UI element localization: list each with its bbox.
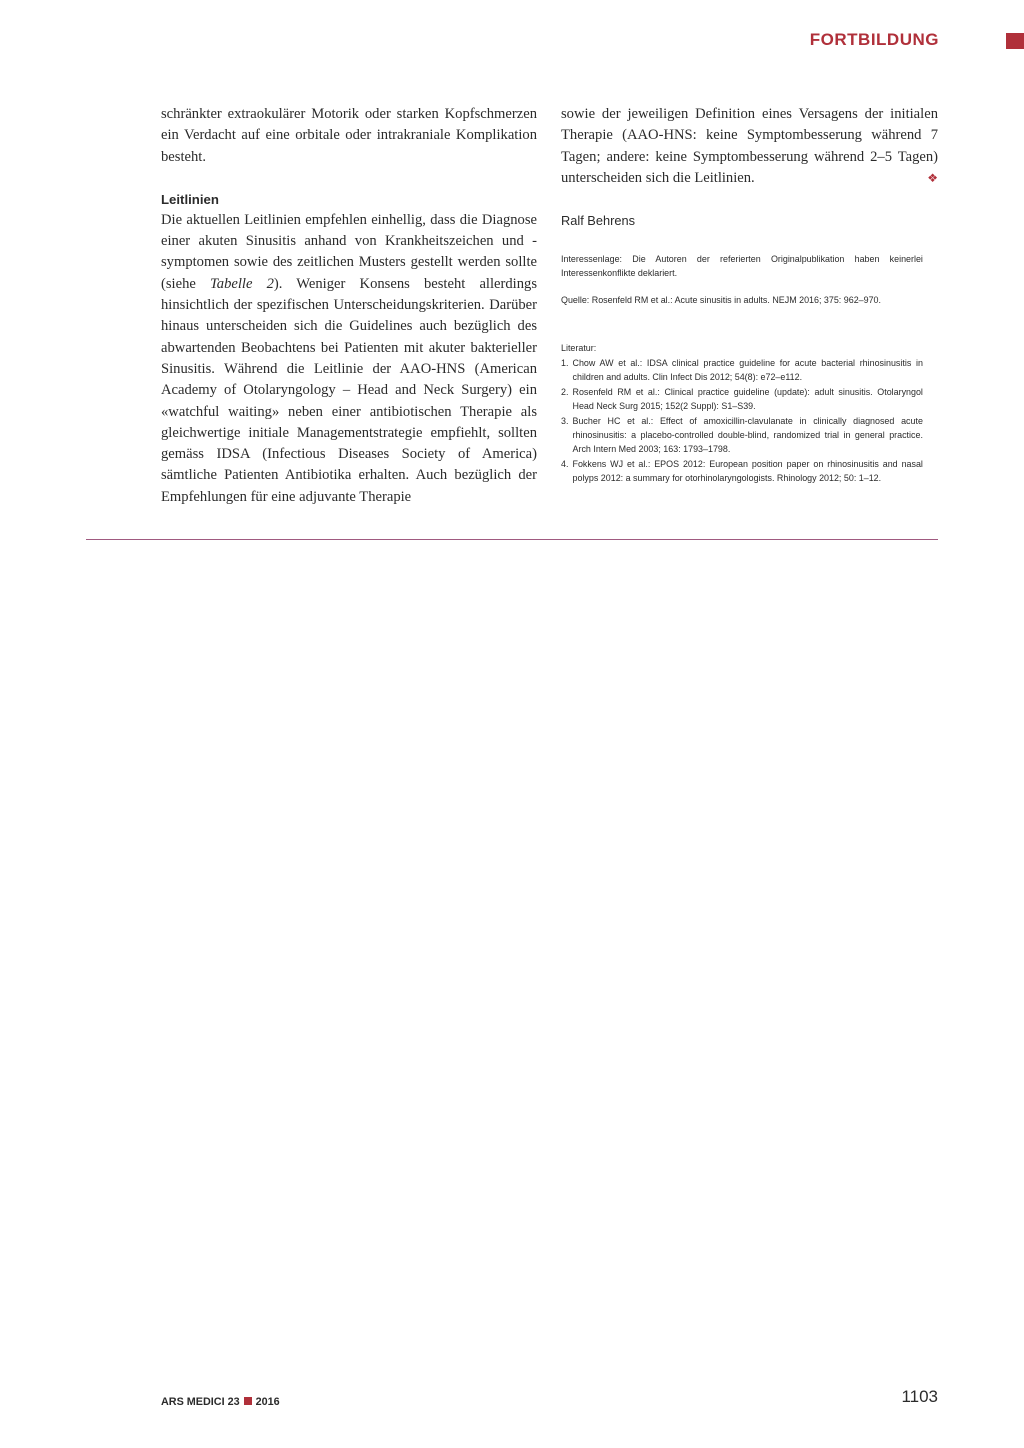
subheading: Leitlinien [161, 191, 219, 207]
reference-number: 2. [561, 386, 569, 397]
reference-text: Rosenfeld RM et al.: Clinical practice guideline (update): adult sinusitis. Otolaryngol Head Neck Surg 2015; 152(2 Suppl): S1–S39. [572, 386, 923, 412]
reference-item [561, 356, 923, 385]
reference-number: 1. [561, 358, 569, 368]
section-marker [1006, 33, 1024, 49]
paragraph-text: ). Weniger Konsens besteht allerdings hinsichtlich der spezifischen Unterscheidungskriterien. Darüber hinaus unterscheiden sich die Guidelines auch bezüglich des abwartenden Beobachtens bei Patienten mit akuter bakterieller Sinusitis. Während die Leitlinie der AAO-HNS (American Academy of Otolaryngology – Head and Neck Surgery) ein «watchful waiting» neben einer antibiotischen Therapie als gleichwertige initiale Managementstrategie empfiehlt, sollten gemäss IDSA (Infectious Diseases Society of America) sämtliche Patienten Antibiotika erhalten. Auch bezüglich der Empfehlungen für eine adjuvante Therapie [161, 275, 537, 505]
body-paragraph: schränkter extraokulärer Motorik oder starken Kopfschmerzen ein Verdacht auf eine orbitale oder intrakraniale Komplikation besteht. [161, 106, 537, 165]
reference-text: Bucher HC et al.: Effect of amoxicillin-clavulanate in clinically diagnosed acute rhinosinusitis: a placebo-controlled double-blind, randomized trial in general practice. Arch Intern Med 2003; 163: 1793–1798. [572, 415, 923, 455]
paragraph-text: sowie der jeweiligen Definition eines Versagens der initialen Therapie (AAO-HNS: keine Symptombesserung während 7 Tagen; andere: keine Symptombesserung während 2–5 Tagen) unterscheiden sich die Leitlinien. [561, 106, 938, 186]
journal-footer [161, 1396, 280, 1408]
body-paragraph [161, 210, 537, 508]
author-name: Ralf Behrens [561, 213, 635, 228]
section-divider [86, 539, 938, 540]
right-column [561, 104, 938, 189]
reference-item [561, 457, 923, 486]
reference-text: Fokkens WJ et al.: EPOS 2012: European position paper on rhinosinusitis and nasal polyps 2012: a summary for otorhinolaryngologists. Rhinology 2012; 50: 1–12. [572, 458, 923, 484]
table-reference: Tabelle 2 [210, 275, 274, 292]
reference-item [561, 385, 923, 414]
body-paragraph [561, 104, 938, 189]
section-title: FORTBILDUNG [809, 30, 939, 49]
left-column [161, 104, 537, 508]
source-note: Quelle: Rosenfeld RM et al.: Acute sinusitis in adults. NEJM 2016; 375: 962–970. [561, 295, 881, 305]
reference-item [561, 414, 923, 457]
interests-note: Interessenlage: Die Autoren der referierten Originalpublikation haben keinerlei Interessenkonflikte deklariert. [561, 254, 923, 279]
footer-square-icon [244, 1397, 252, 1405]
journal-year: 2016 [255, 1396, 280, 1408]
reference-text: Chow AW et al.: IDSA clinical practice guideline for acute bacterial rhinosinusitis in children and adults. Clin Infect Dis 2012; 54(8): e72–e112. [572, 358, 923, 383]
reference-number: 3. [561, 415, 569, 426]
reference-list [561, 356, 923, 486]
paragraph-text: Die aktuellen Leitlinien empfehlen einhellig, dass die Diagnose einer akuten Sinusitis anhand von Krankheitszeichen und -symptomen sowie des zeitlichen Musters gestellt werden sollte (siehe [161, 211, 537, 292]
journal-issue: ARS MEDICI 23 [161, 1396, 240, 1408]
end-mark-icon: ❖ [927, 170, 938, 185]
page-number: 1103 [901, 1387, 938, 1406]
reference-number: 4. [561, 458, 569, 469]
literature-label: Literatur: [561, 343, 597, 353]
